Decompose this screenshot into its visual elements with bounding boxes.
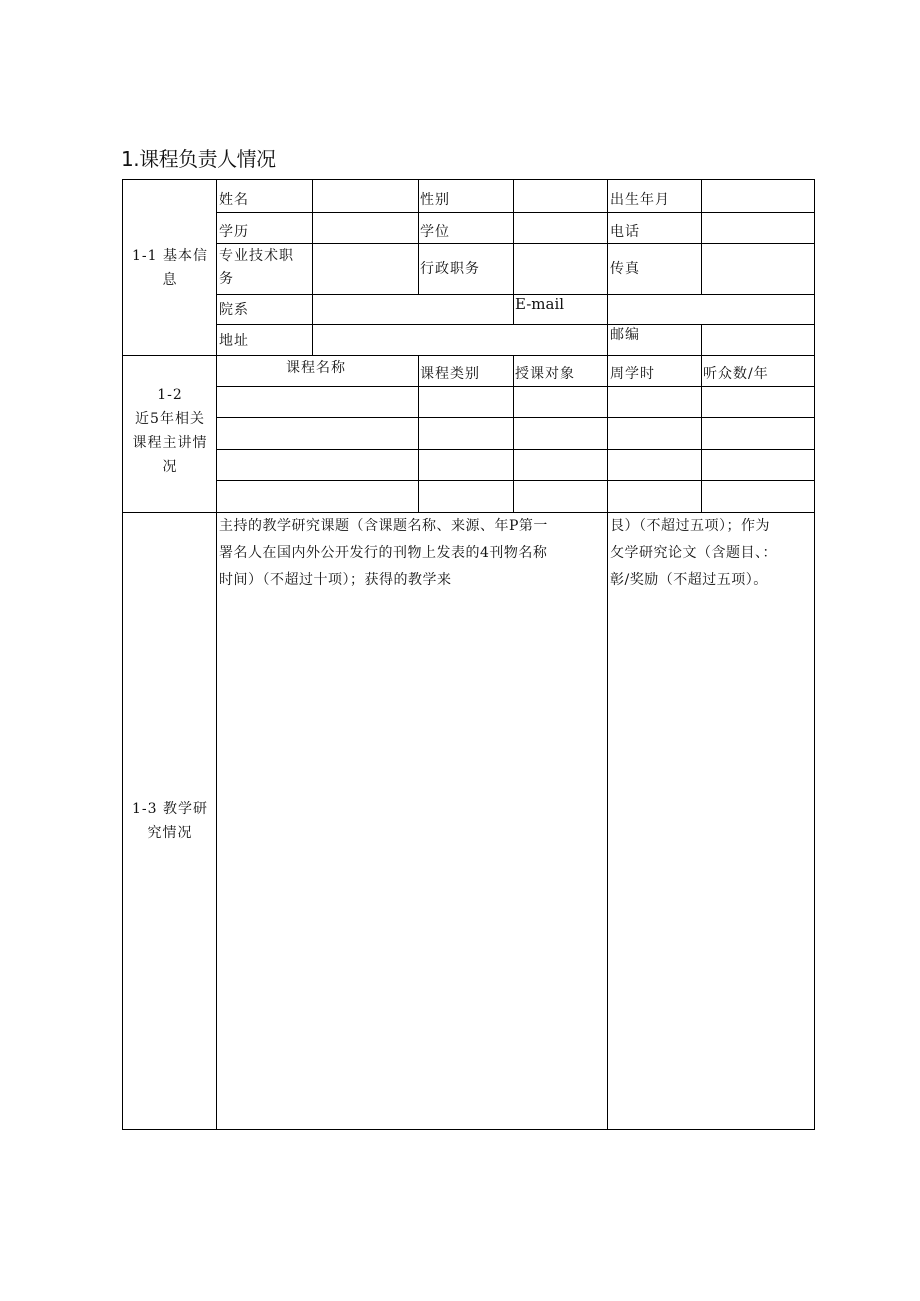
row-divider [216, 480, 815, 481]
section-label-research [126, 797, 214, 845]
col-divider [607, 512, 608, 1130]
col-divider [513, 355, 514, 512]
section-label-line: 究情况 [147, 825, 193, 841]
fax-label: 传真 [610, 261, 640, 277]
address-label: 地址 [219, 333, 249, 349]
header-listeners-per-year: 听众数/年 [703, 366, 769, 382]
professional-title-label: 专业技术职 [219, 248, 294, 264]
phone-label: 电话 [610, 224, 640, 240]
professional-title-label-cont: 务 [219, 271, 234, 287]
page-title: 1.课程负责人情况 [121, 147, 276, 171]
col-divider [701, 324, 702, 355]
text-line: 署名人在国内外公开发行的刊物上发表的4刊物名称 [219, 545, 548, 561]
col-divider [312, 179, 313, 355]
birth-date-label: 出生年月 [610, 192, 670, 208]
header-audience: 授课对象 [515, 366, 575, 382]
row-divider [216, 243, 815, 244]
table-border [814, 179, 815, 1130]
text-line: 主持的教学研究课题（含课题名称、来源、年P第一 [219, 518, 548, 534]
header-course-type: 课程类别 [420, 366, 480, 382]
col-divider [418, 355, 419, 512]
section-label-courses [126, 383, 214, 479]
section-label-line: 近5年相关 [135, 411, 205, 427]
course-leader-form [122, 179, 815, 1130]
admin-post-label: 行政职务 [420, 261, 480, 277]
col-divider [418, 179, 419, 294]
text-line: 攵学研究论文（含题目、： [610, 545, 777, 561]
research-description-left [219, 513, 604, 594]
header-course-name: 课程名称 [286, 360, 346, 376]
text-line: 艮）（不超过五项）；作为 [610, 518, 770, 534]
table-border [122, 179, 123, 1130]
education-label: 学历 [219, 224, 249, 240]
email-label: E-mail [515, 295, 565, 313]
row-divider [216, 417, 815, 418]
col-divider [513, 179, 514, 324]
section-label-line: 1-3 教学研 [132, 801, 208, 817]
label-column-divider [216, 179, 217, 1130]
name-label: 姓名 [219, 192, 249, 208]
col-divider [607, 179, 608, 355]
table-border [122, 1129, 815, 1130]
degree-label: 学位 [420, 224, 450, 240]
header-weekly-hours: 周学时 [610, 366, 655, 382]
row-divider [216, 449, 815, 450]
department-label: 院系 [219, 302, 249, 318]
section-label-line: 1-2 [157, 387, 183, 403]
text-line: 时间）（不超过十项）；获得的教学来 [219, 572, 452, 588]
col-divider [607, 355, 608, 512]
section-label-line: 况 [162, 459, 178, 475]
row-divider [216, 386, 815, 387]
row-divider [216, 212, 815, 213]
col-divider [701, 179, 702, 294]
col-divider [701, 355, 702, 512]
research-description-right [610, 513, 812, 594]
gender-label: 性别 [420, 192, 450, 208]
row-divider [216, 324, 815, 325]
text-line: 彰/奖励（不超过五项）。 [610, 572, 768, 588]
section-divider [122, 355, 815, 356]
section-label-line: 课程主讲情 [132, 435, 208, 451]
postcode-label: 邮编 [610, 327, 640, 343]
section-label-basic-info: 1-1 基本信息 [132, 248, 208, 288]
table-border [122, 179, 815, 180]
